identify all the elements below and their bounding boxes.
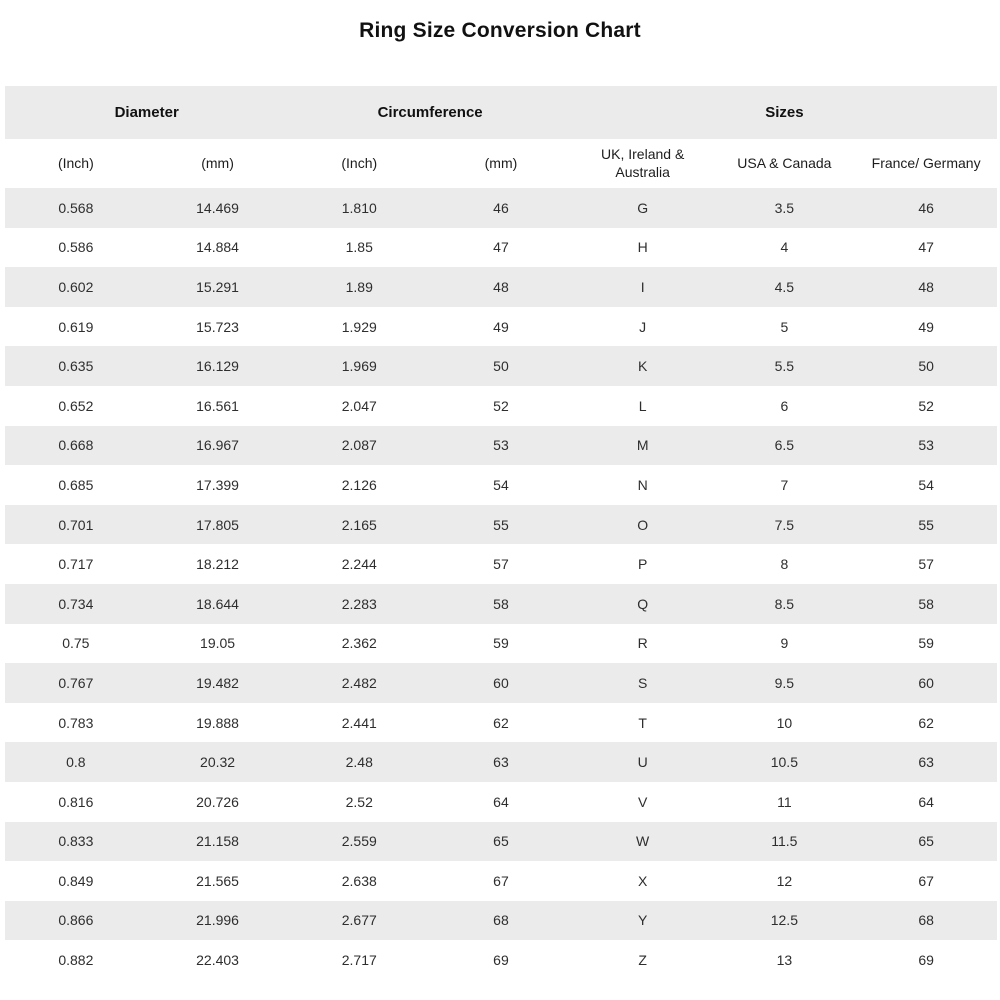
table-cell: 2.047: [341, 397, 377, 414]
table-cell: 50: [918, 358, 934, 375]
table-cell: U: [637, 754, 648, 771]
table-cell: 1.89: [345, 278, 373, 295]
table-cell: 2.126: [341, 476, 377, 493]
table-cell: 19.05: [200, 635, 236, 652]
table-cell: 10: [776, 714, 793, 731]
group-header-diameter: Diameter: [114, 104, 179, 121]
table-cell: 1.929: [341, 318, 377, 335]
column-header-4: UK, Ireland & Australia: [601, 146, 685, 180]
table-cell: 11.5: [771, 833, 798, 850]
table-cell: 18.644: [196, 595, 239, 612]
table-cell: 0.866: [58, 912, 94, 929]
table-cell: P: [637, 556, 648, 573]
table-cell: 0.833: [58, 833, 94, 850]
table-cell: 48: [918, 278, 934, 295]
table-cell: M: [636, 437, 649, 454]
table-cell: 68: [493, 912, 509, 929]
table-cell: 57: [493, 556, 509, 573]
table-row: [5, 584, 997, 624]
table-cell: 0.882: [58, 952, 94, 969]
table-cell: 0.619: [58, 318, 94, 335]
table-cell: 4.5: [774, 278, 795, 295]
table-cell: 0.767: [58, 674, 94, 691]
table-cell: 14.469: [196, 199, 239, 216]
table-cell: R: [637, 635, 648, 652]
column-header-0: (Inch): [57, 154, 94, 171]
table-cell: 1.969: [341, 358, 377, 375]
table-cell: 65: [918, 833, 934, 850]
table-row: [5, 861, 997, 901]
table-cell: 9: [780, 635, 789, 652]
table-row: [5, 544, 997, 584]
table-cell: 0.8: [66, 754, 86, 771]
table-cell: 20.32: [200, 754, 236, 771]
table-cell: Q: [637, 595, 649, 612]
table-cell: 68: [918, 912, 934, 929]
table-cell: 14.884: [196, 239, 239, 256]
table-cell: 64: [493, 793, 509, 810]
table-cell: Z: [638, 952, 647, 969]
table-cell: 15.723: [196, 318, 239, 335]
ring-size-conversion-table: [5, 86, 997, 980]
column-header-6: France/ Germany: [871, 154, 981, 171]
table-row: [5, 228, 997, 268]
table-cell: 22.403: [196, 952, 239, 969]
table-cell: V: [637, 793, 648, 810]
table-cell: 60: [918, 674, 934, 691]
table-cell: 2.559: [341, 833, 377, 850]
column-header-row: [5, 139, 997, 188]
table-cell: 0.652: [58, 397, 94, 414]
table-cell: 62: [493, 714, 509, 731]
table-cell: 21.565: [196, 872, 239, 889]
table-cell: 46: [493, 199, 509, 216]
table-cell: 17.399: [196, 476, 239, 493]
table-cell: 7.5: [774, 516, 795, 533]
table-cell: 60: [493, 674, 509, 691]
table-cell: 46: [918, 199, 934, 216]
table-cell: 18.212: [196, 556, 239, 573]
table-cell: 0.701: [58, 516, 94, 533]
table-body: [5, 188, 997, 980]
table-row: [5, 386, 997, 426]
table-cell: 0.849: [58, 872, 94, 889]
table-cell: 16.561: [196, 397, 239, 414]
table-cell: 6: [780, 397, 789, 414]
table-row: [5, 307, 997, 347]
table-cell: 63: [493, 754, 509, 771]
table-cell: 7: [780, 476, 789, 493]
table-cell: 2.482: [341, 674, 377, 691]
table-cell: 0.602: [58, 278, 94, 295]
table-cell: 2.165: [341, 516, 377, 533]
table-cell: 49: [918, 318, 934, 335]
table-row: [5, 663, 997, 703]
table-row: [5, 782, 997, 822]
table-cell: 15.291: [196, 278, 239, 295]
table-cell: 5.5: [774, 358, 795, 375]
column-header-2: (Inch): [341, 154, 378, 171]
table-cell: 52: [493, 397, 509, 414]
table-cell: 21.158: [196, 833, 239, 850]
table-row: [5, 465, 997, 505]
table-cell: 2.244: [341, 556, 377, 573]
table-cell: 12: [776, 872, 793, 889]
table-cell: 54: [493, 476, 509, 493]
table-cell: 4: [780, 239, 789, 256]
table-cell: 2.087: [341, 437, 377, 454]
table-cell: L: [638, 397, 647, 414]
table-cell: 2.48: [345, 754, 373, 771]
table-cell: S: [637, 674, 648, 691]
group-header-row: [5, 86, 997, 139]
table-cell: 0.635: [58, 358, 94, 375]
table-cell: X: [637, 872, 648, 889]
table-cell: 8: [780, 556, 789, 573]
table-cell: 67: [918, 872, 934, 889]
table-cell: 65: [493, 833, 509, 850]
table-cell: 0.685: [58, 476, 94, 493]
table-cell: 0.568: [58, 199, 94, 216]
table-row: [5, 188, 997, 228]
table-cell: J: [639, 318, 647, 335]
table-cell: 58: [918, 595, 934, 612]
table-cell: 5: [780, 318, 789, 335]
table-cell: 9.5: [774, 674, 795, 691]
table-cell: 52: [918, 397, 934, 414]
table-cell: 63: [918, 754, 934, 771]
table-cell: 3.5: [774, 199, 795, 216]
table-cell: 6.5: [774, 437, 795, 454]
table-cell: G: [637, 199, 649, 216]
table-row: [5, 346, 997, 386]
column-header-1: (mm): [201, 154, 234, 171]
table-cell: 17.805: [196, 516, 239, 533]
table-cell: 20.726: [196, 793, 239, 810]
table-cell: 69: [918, 952, 934, 969]
table-cell: 55: [918, 516, 934, 533]
table-row: [5, 901, 997, 941]
table-cell: 0.816: [58, 793, 94, 810]
table-cell: W: [636, 833, 650, 850]
table-cell: 0.668: [58, 437, 94, 454]
group-header-circumference: Circumference: [377, 104, 483, 121]
table-cell: 8.5: [774, 595, 795, 612]
table-cell: 1.810: [341, 199, 377, 216]
table-row: [5, 426, 997, 466]
table-cell: O: [637, 516, 649, 533]
column-header-5: USA & Canada: [737, 154, 832, 171]
table-cell: 2.638: [341, 872, 377, 889]
table-cell: 53: [493, 437, 509, 454]
table-cell: 59: [493, 635, 509, 652]
table-cell: 0.75: [62, 635, 90, 652]
table-cell: 69: [493, 952, 509, 969]
table-cell: 64: [918, 793, 934, 810]
table-cell: 21.996: [196, 912, 239, 929]
table-cell: 0.717: [58, 556, 94, 573]
table-cell: 47: [493, 239, 509, 256]
table-cell: 2.677: [341, 912, 377, 929]
table-cell: 13: [776, 952, 793, 969]
table-cell: Y: [637, 912, 648, 929]
table-cell: 1.85: [345, 239, 373, 256]
table-cell: 0.783: [58, 714, 94, 731]
table-cell: H: [637, 239, 648, 256]
table-row: [5, 267, 997, 307]
table-cell: 12.5: [770, 912, 798, 929]
table-cell: 47: [918, 239, 934, 256]
table-cell: N: [637, 476, 648, 493]
table-cell: 2.441: [341, 714, 377, 731]
table-cell: 59: [918, 635, 934, 652]
table-cell: 2.52: [345, 793, 373, 810]
table-cell: 0.586: [58, 239, 94, 256]
page-title: Ring Size Conversion Chart: [359, 19, 641, 42]
table-cell: T: [638, 714, 647, 731]
table-cell: 62: [918, 714, 934, 731]
group-header-sizes: Sizes: [765, 104, 804, 121]
table-cell: K: [637, 358, 648, 375]
table-row: [5, 624, 997, 664]
table-cell: 19.482: [196, 674, 239, 691]
table-cell: 57: [918, 556, 934, 573]
table-cell: 2.362: [341, 635, 377, 652]
table-cell: 67: [493, 872, 509, 889]
table-row: [5, 742, 997, 782]
column-header-3: (mm): [484, 154, 518, 171]
table-cell: 48: [493, 278, 509, 295]
table-cell: 55: [493, 516, 509, 533]
table-cell: 16.967: [196, 437, 239, 454]
table-cell: 16.129: [196, 358, 239, 375]
table-row: [5, 505, 997, 545]
table-cell: 2.717: [341, 952, 377, 969]
table-row: [5, 703, 997, 743]
table-cell: 49: [493, 318, 509, 335]
table-cell: 54: [918, 476, 934, 493]
table-cell: 58: [493, 595, 509, 612]
table-cell: 19.888: [196, 714, 239, 731]
table-cell: 2.283: [341, 595, 377, 612]
table-row: [5, 822, 997, 862]
table-cell: 11: [777, 793, 792, 810]
table-cell: I: [640, 278, 645, 295]
table-cell: 0.734: [58, 595, 94, 612]
table-cell: 53: [918, 437, 934, 454]
table-row: [5, 940, 997, 980]
table-cell: 50: [493, 358, 509, 375]
table-cell: 10.5: [770, 754, 798, 771]
